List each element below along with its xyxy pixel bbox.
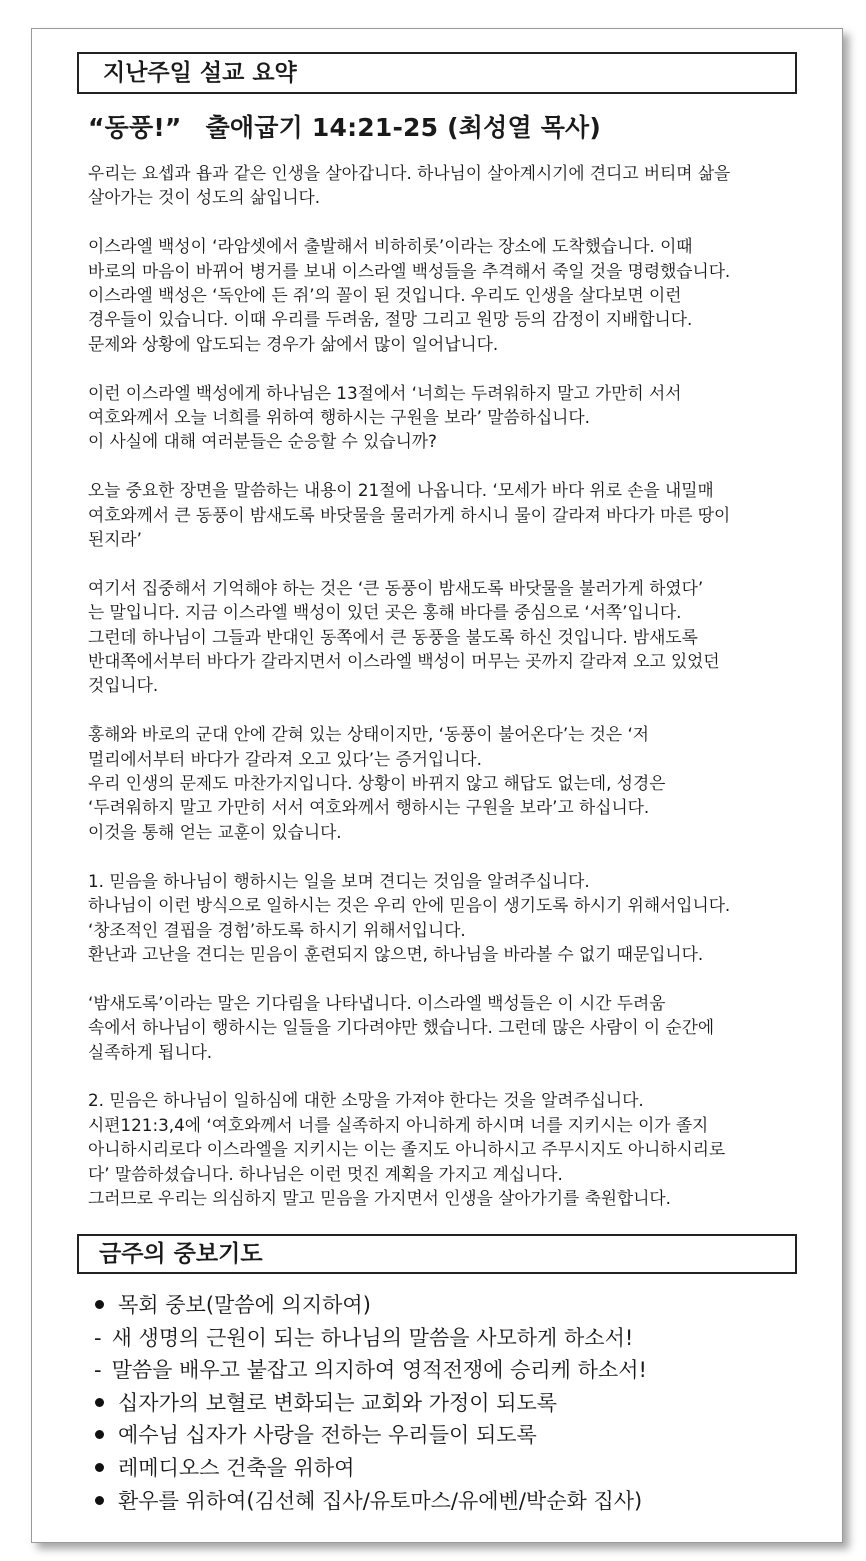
paragraph-line: 는 말입니다. 지금 이스라엘 백성이 있던 곳은 홍해 바다를 중심으로 ‘서쪽’입니다. — [88, 602, 682, 623]
prayer-item — [92, 1452, 812, 1485]
paragraph-line: 하나님이 이런 방식으로 일하시는 것은 우리 안에 믿음이 생기도록 하시기 위해서입니다. — [88, 895, 731, 916]
sermon-reference: 출애굽기 14:21-25 (최성열 목사) — [205, 113, 602, 142]
paragraph-line: 멀리에서부터 바다가 갈라져 오고 있다’는 증거입니다. — [88, 748, 482, 769]
prayer-item-text: 환우를 위하여(김선혜 집사/유토마스/유에벤/박순화 집사) — [118, 1488, 643, 1513]
prayer-item-text: 레메디오스 건축을 위하여 — [118, 1455, 355, 1480]
prayer-item-text: 십자가의 보혈로 변화되는 교회와 가정이 되도록 — [118, 1390, 558, 1415]
prayer-item — [92, 1387, 812, 1420]
sermon-summary-header — [77, 52, 797, 94]
paragraph-line: 우리는 요셉과 욥과 같은 인생을 살아갑니다. 하나님이 살아계시기에 견디고 버티며 삶을 — [88, 163, 731, 183]
prayer-item-text: 새 생명의 근원이 되는 하나님의 말씀을 사모하게 하소서! — [111, 1325, 634, 1350]
prayer-item — [92, 1354, 812, 1387]
sermon-paragraph — [88, 576, 800, 698]
prayer-item — [92, 1289, 812, 1322]
sermon-paragraph — [88, 161, 800, 210]
prayer-item-text: 예수님 십자가 사랑을 전하는 우리들이 되도록 — [118, 1423, 537, 1448]
paragraph-line: 속에서 하나님이 행하시는 일들을 기다려야만 했습니다. 그런데 많은 사람이 이 순간에 — [88, 1017, 715, 1038]
bullet-icon — [95, 1463, 104, 1472]
paragraph-line: 것입니다. — [88, 675, 159, 696]
sermon-paragraph — [88, 869, 800, 967]
sermon-title: “동풍!” — [88, 113, 182, 142]
sermon-body — [88, 161, 800, 1235]
paragraph-line: 반대쪽에서부터 바다가 갈라지면서 이스라엘 백성이 머무는 곳까지 갈라져 오고 있었던 — [88, 651, 720, 672]
prayer-item — [92, 1419, 812, 1452]
bullet-icon — [95, 1398, 104, 1407]
paragraph-line: 홍해와 바로의 군대 안에 갇혀 있는 상태이지만, ‘동풍이 불어온다’는 것은 ‘저 — [88, 724, 650, 745]
dash-marker: - — [94, 1358, 102, 1383]
paragraph-line: 오늘 중요한 장면을 말씀하는 내용이 21절에 나옵니다. ‘모세가 바다 위로 손을 내밀매 — [88, 480, 714, 501]
prayer-item — [92, 1485, 812, 1518]
paragraph-line: ‘창조적인 결핍을 경험’하도록 하시기 위해서입니다. — [88, 919, 466, 940]
paragraph-line: 이런 이스라엘 백성에게 하나님은 13절에서 ‘너희는 두려워하지 말고 가만히 서서 — [88, 382, 682, 403]
paragraph-line: 아니하시리로다 이스라엘을 지키시는 이는 졸지도 아니하시고 주무시지도 아니하시리로 — [88, 1139, 726, 1160]
prayer-list — [92, 1289, 812, 1517]
paragraph-line: ‘밤새도록’이라는 말은 기다림을 나타냅니다. 이스라엘 백성들은 이 시간 두려움 — [88, 992, 666, 1013]
prayer-item-text: 목회 중보(말씀에 의지하여) — [118, 1293, 371, 1317]
sermon-paragraph — [88, 381, 800, 454]
paragraph-line: 환난과 고난을 견디는 믿음이 훈련되지 않으면, 하나님을 바라볼 수 없기 때문입니다. — [88, 943, 704, 964]
sermon-paragraph — [88, 722, 800, 844]
sermon-paragraph — [88, 478, 800, 551]
paragraph-line: 그런데 하나님이 그들과 반대인 동쪽에서 큰 동풍을 불도록 하신 것입니다. 밤새도록 — [88, 626, 698, 647]
dash-marker: - — [94, 1325, 102, 1350]
paragraph-line: 문제와 상황에 압도되는 경우가 삶에서 많이 일어납니다. — [88, 333, 499, 354]
paragraph-line: 여기서 집중해서 기억해야 하는 것은 ‘큰 동풍이 밤새도록 바닷물을 불러가게 하였다’ — [88, 577, 704, 598]
bullet-icon — [95, 1496, 104, 1505]
prayer-item-text: 말씀을 배우고 붙잡고 의지하여 영적전쟁에 승리케 하소서! — [111, 1358, 647, 1383]
paragraph-line: 이 사실에 대해 여러분들은 순응할 수 있습니까? — [88, 431, 437, 452]
bullet-icon — [95, 1300, 104, 1309]
sermon-paragraph — [88, 991, 800, 1064]
paragraph-line: 살아가는 것이 성도의 삶입니다. — [88, 187, 321, 208]
paragraph-line: 1. 믿음을 하나님이 행하시는 일을 보며 견디는 것임을 알려주십니다. — [88, 870, 590, 891]
sermon-title-line — [88, 108, 808, 144]
paragraph-line: 경우들이 있습니다. 이때 우리를 두려움, 절망 그리고 원망 등의 감정이 지배합니다. — [88, 309, 693, 330]
paragraph-line: 이스라엘 백성이 ‘라암셋에서 출발해서 비하히롯’이라는 장소에 도착했습니다. 이때 — [88, 236, 693, 257]
paragraph-line: 이것을 통해 얻는 교훈이 있습니다. — [88, 821, 342, 842]
prayer-header — [77, 1234, 797, 1274]
paragraph-line: ‘두려워하지 말고 가만히 서서 여호와께서 행하시는 구원을 보라’고 하십니다. — [88, 797, 650, 818]
prayer-item — [92, 1322, 812, 1355]
paragraph-line: 이스라엘 백성은 ‘독안에 든 쥐’의 꼴이 된 것입니다. 우리도 인생을 살다보면 이런 — [88, 285, 682, 306]
paragraph-line: 바로의 마음이 바뀌어 병거를 보내 이스라엘 백성들을 추격해서 죽일 것을 명령했습니다. — [88, 260, 731, 281]
sermon-summary-title: 지난주일 설교 요약 — [103, 59, 297, 86]
paragraph-line: 2. 믿음은 하나님이 일하심에 대한 소망을 가져야 한다는 것을 알려주십니다. — [88, 1090, 644, 1111]
paragraph-line: 된지라’ — [88, 529, 142, 550]
paragraph-line: 시편121:3,4에 ‘여호와께서 너를 실족하지 아니하게 하시며 너를 지키시는 이가 졸지 — [88, 1114, 709, 1135]
paragraph-line: 실족하게 됩니다. — [88, 1041, 213, 1062]
paragraph-line: 여호와께서 큰 동풍이 밤새도록 바닷물을 물러가게 하시니 물이 갈라져 바다가 마른 땅이 — [88, 504, 731, 525]
sermon-paragraph — [88, 234, 800, 356]
bullet-icon — [95, 1430, 104, 1439]
paragraph-line: 그러므로 우리는 의심하지 말고 믿음을 가지면서 인생을 살아가기를 축원합니다. — [88, 1187, 671, 1208]
sermon-paragraph — [88, 1088, 800, 1210]
paragraph-line: 여호와께서 오늘 너희를 위하여 행하시는 구원을 보라’ 말씀하십니다. — [88, 407, 590, 428]
paragraph-line: 다’ 말씀하셨습니다. 하나님은 이런 멋진 계획을 가지고 계십니다. — [88, 1163, 563, 1184]
paragraph-line: 우리 인생의 문제도 마찬가지입니다. 상황이 바뀌지 않고 해답도 없는데, 성경은 — [88, 773, 666, 794]
prayer-title: 금주의 중보기도 — [99, 1240, 263, 1267]
